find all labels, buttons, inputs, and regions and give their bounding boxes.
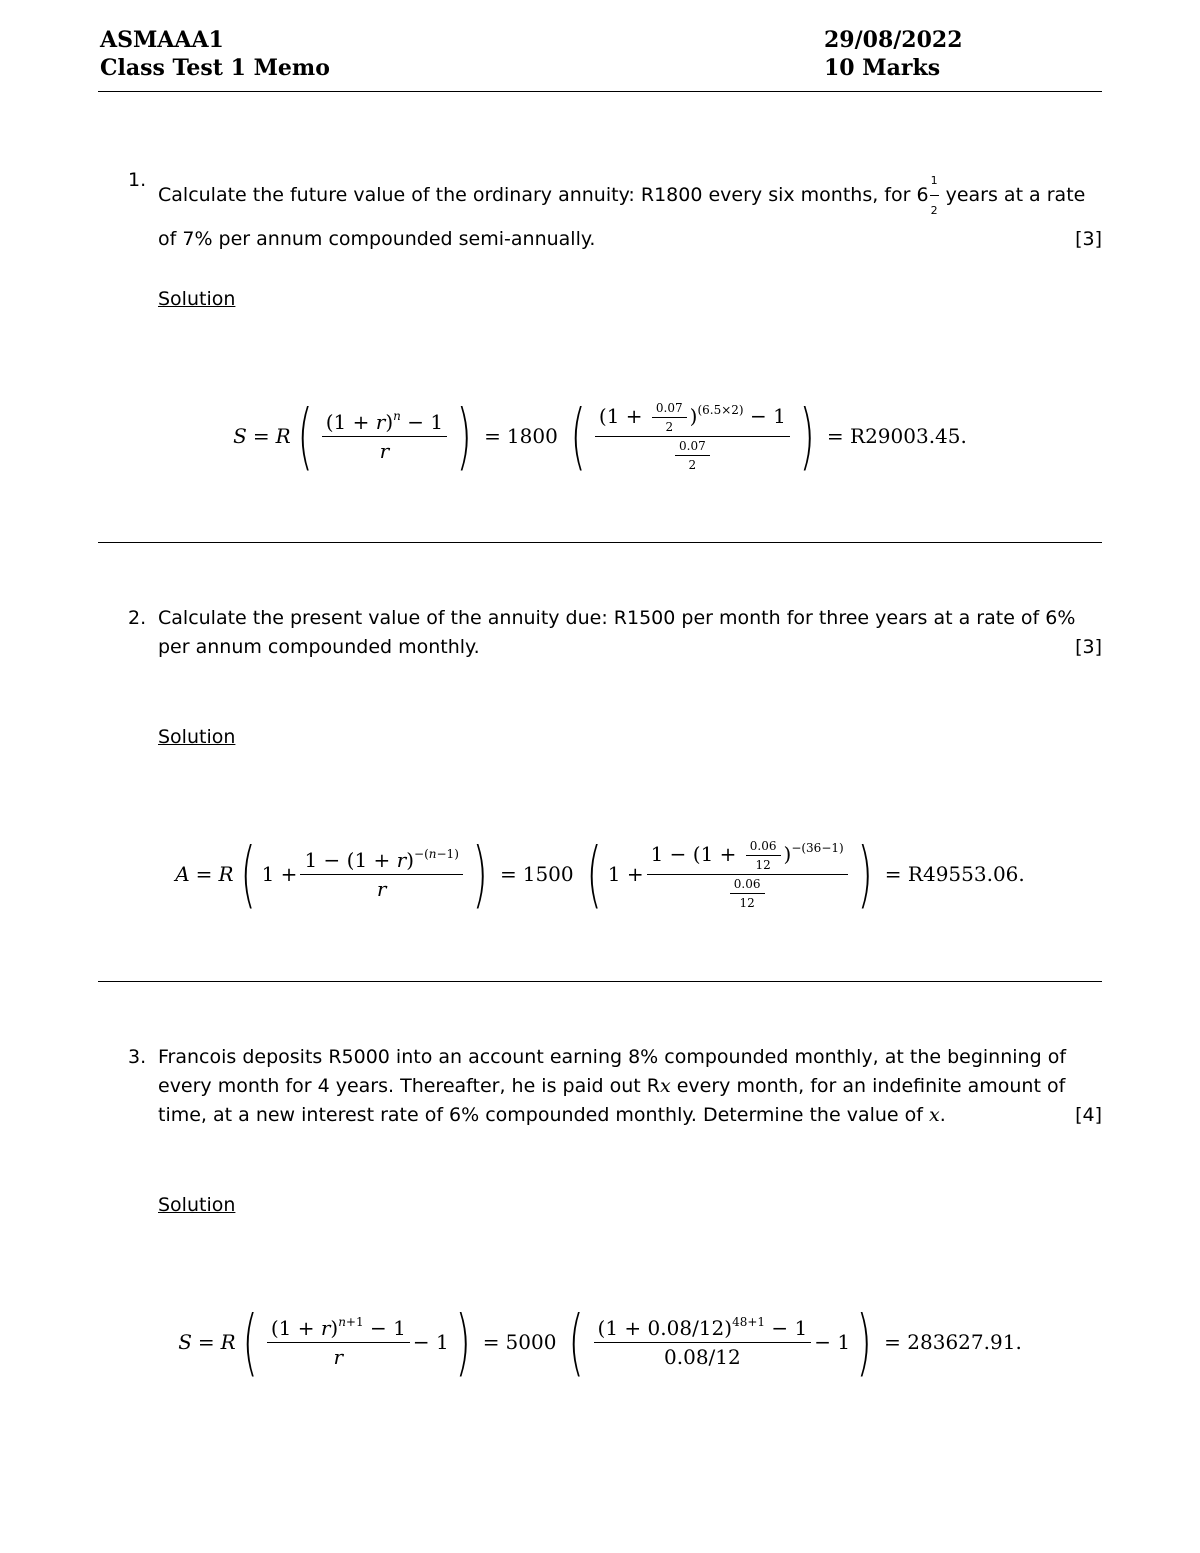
test-title: Class Test 1 Memo [100,55,330,81]
header-divider [98,91,1102,92]
result-2: = R49553.06. [884,862,1025,886]
header-left [100,26,330,82]
question-1 [128,166,1102,254]
test-date: 29/08/2022 [824,27,963,53]
question-text: Calculate the future value of the ordinary annuity: R1800 every six months, for 6 $\frac{1}{2}$ years at a rate of 7% per annum compounded semi-annually. [3] [158,166,1102,254]
question-text: Calculate the present value of the annuity due: R1500 per month for three years at a rate of 6% per annum compounded monthly. [3] [158,604,1102,662]
section-divider [98,981,1102,982]
question-marks: [4] [1075,1104,1102,1126]
section-divider [98,542,1102,543]
equation-3: S = R ( $\frac{(1 + r)^{n+1} - 1}{r}$ − 1 ) = 5000 ( $\frac{(1 + 0.08/12)^{48+1} - 1}{0.08/12}$ − 1 ) = 283627.91. [178,1300,1022,1384]
question-number: 2. [128,607,147,629]
total-marks: 10 Marks [824,55,941,81]
question-marks: [3] [1075,228,1102,250]
solution-label: Solution [158,288,236,310]
course-code: ASMAAA1 [100,27,224,53]
header-right [824,26,963,82]
question-number: 1. [128,169,147,191]
question-number: 3. [128,1046,147,1068]
question-text: Francois deposits R5000 into an account earning 8% compounded monthly, at the beginning of every month for 4 years. Thereafter, he is paid out Rx every month, for an indefinite amount of time, at a new interest rate of 6% compounded monthly. Determine the value of x. [4] [158,1043,1102,1130]
equation-2: A = R ( 1 + $\frac{1 - (1 + r)^{-(n-1)}}{r}$ ) = 1500 ( 1 + 1 − (1 + $\frac{0.06}{12}$ )$^{-(36-1)}$ $\frac{0.06}{12}$ ) = R49553.06. [175,832,1025,916]
solution-label: Solution [158,1194,236,1216]
question-2 [128,604,1102,662]
question-marks: [3] [1075,636,1102,658]
result-1: = R29003.45. [826,424,967,448]
solution-label: Solution [158,726,236,748]
question-3 [128,1043,1102,1130]
result-3: = 283627.91. [884,1330,1022,1354]
equation-1: S = R ( $\frac{(1 + r)^n - 1}{r}$ ) = 1800 ( (1 + $\frac{0.07}{2}$ )$^{(6.5\times 2)}$ − 1 $\frac{0.07}{2}$ ) = R29003.45. [233,394,967,478]
